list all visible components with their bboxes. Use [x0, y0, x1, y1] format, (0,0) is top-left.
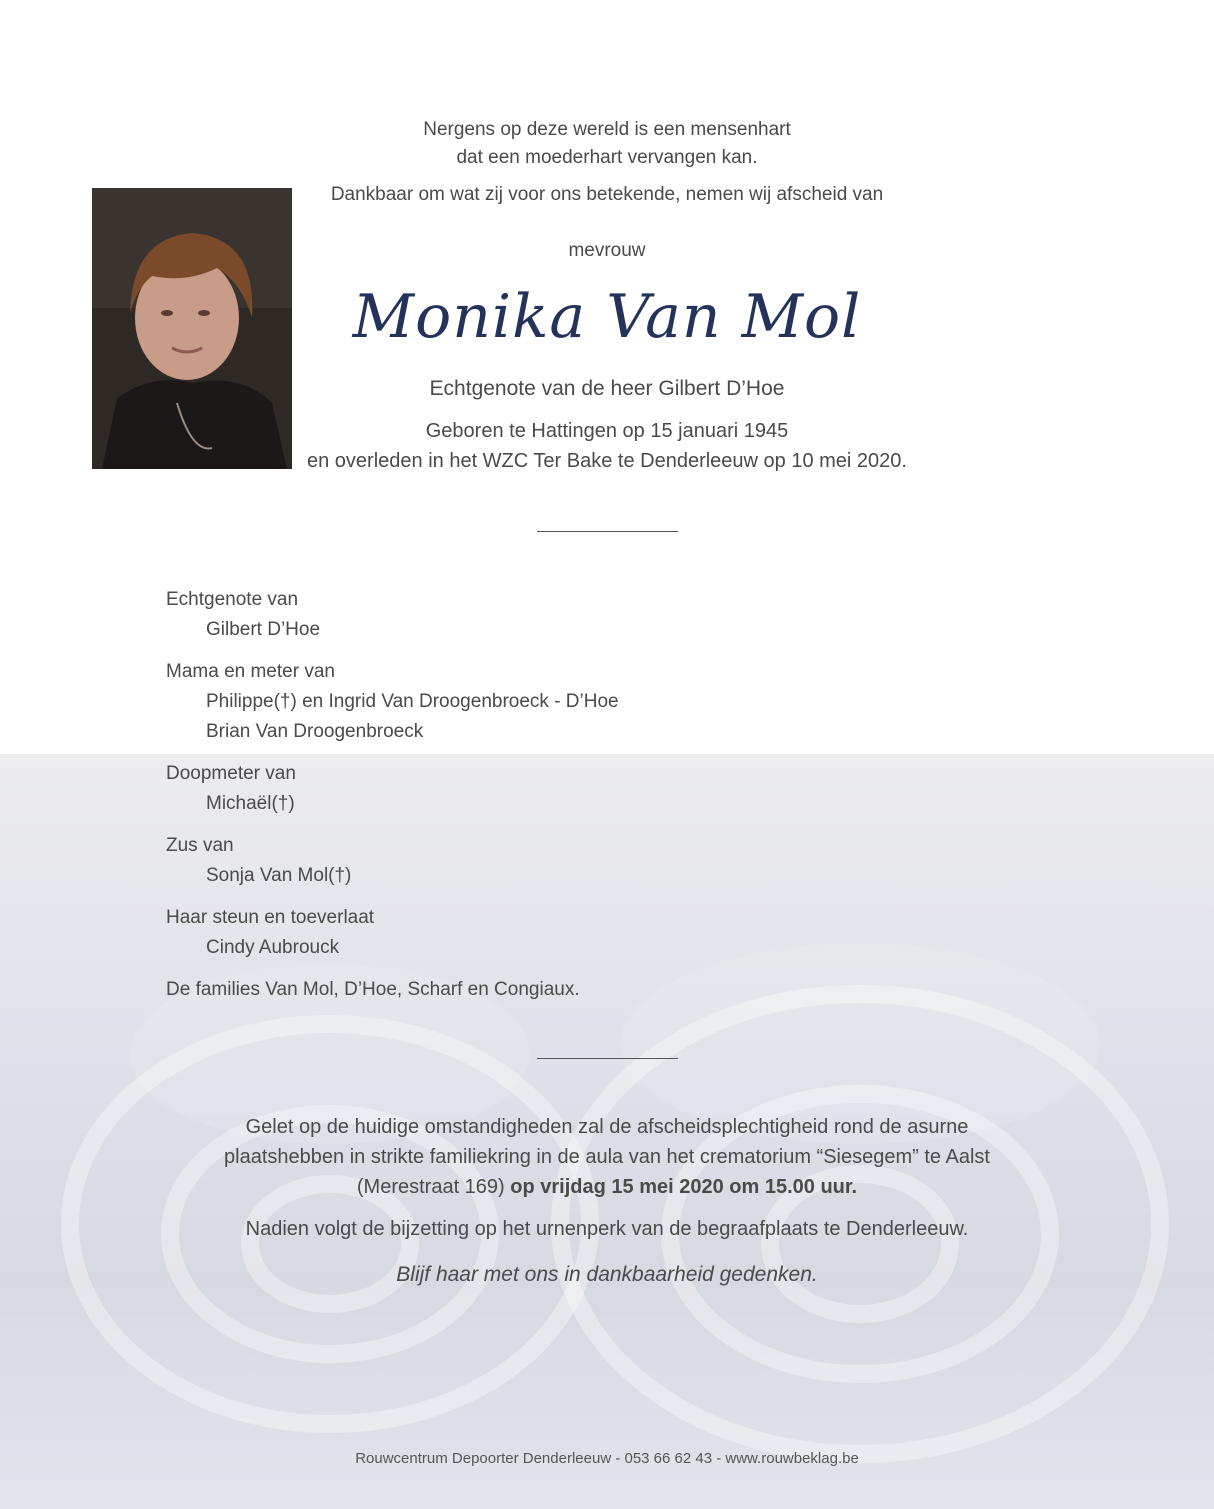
family-label: Doopmeter van [166, 763, 296, 784]
closing-text: Blijf haar met ons in dankbaarheid gedenken. [396, 1263, 818, 1286]
spouse-line: Echtgenote van de heer Gilbert D’Hoe [429, 377, 785, 400]
family-member: Sonja Van Mol(†) [206, 865, 352, 886]
salutation: mevrouw [568, 240, 646, 261]
family-label: Zus van [166, 835, 234, 856]
ceremony-line-1: Gelet op de huidige omstandigheden zal de afscheidsplechtigheid rond de asurne [245, 1116, 969, 1138]
family-list [166, 585, 619, 1005]
family-group-godchild [166, 759, 619, 819]
death-line: en overleden in het WZC Ter Bake te Denderleeuw op 10 mei 2020. [307, 450, 907, 472]
families-line: De families Van Mol, D’Hoe, Scharf en Congiaux. [166, 979, 580, 1000]
ceremony-address: (Merestraat 169) [356, 1176, 505, 1198]
family-label: Echtgenote van [166, 589, 299, 610]
birth-line: Geboren te Hattingen op 15 januari 1945 [425, 420, 789, 442]
divider-bottom [537, 1058, 678, 1059]
family-member: Cindy Aubrouck [206, 937, 340, 958]
ceremony-line-3 [0, 1172, 1214, 1202]
family-member: Philippe(†) en Ingrid Van Droogenbroeck - D’Hoe [206, 691, 619, 712]
ceremony-datetime: op vrijdag 15 mei 2020 om 15.00 uur. [510, 1176, 858, 1198]
poem-line-1: Nergens op deze wereld is een mensenhart [423, 119, 791, 140]
family-member: Michaël(†) [206, 793, 295, 814]
family-label: Mama en meter van [166, 661, 335, 682]
divider-top [537, 531, 678, 532]
family-group-spouse [166, 585, 619, 645]
intro-text: Dankbaar om wat zij voor ons betekende, nemen wij afscheid van [330, 184, 884, 205]
family-group-children [166, 657, 619, 747]
family-group-support [166, 903, 619, 963]
burial-text: Nadien volgt de bijzetting op het urnenperk van de begraafplaats te Denderleeuw. [245, 1218, 969, 1240]
family-group-sister [166, 831, 619, 891]
poem-line-2: dat een moederhart vervangen kan. [456, 147, 758, 168]
ceremony-line-2: plaatshebben in strikte familiekring in de aula van het crematorium “Siesegem” te Aalst [224, 1146, 990, 1168]
deceased-name: Monika Van Mol [352, 282, 862, 352]
family-label: Haar steun en toeverlaat [166, 907, 375, 928]
family-member: Gilbert D’Hoe [206, 619, 321, 640]
poem [0, 116, 1214, 172]
footer-funeral-home: Rouwcentrum Depoorter Denderleeuw - 053 66 62 43 - www.rouwbeklag.be [355, 1450, 859, 1467]
family-member: Brian Van Droogenbroeck [206, 721, 424, 742]
ceremony-text [0, 1112, 1214, 1202]
